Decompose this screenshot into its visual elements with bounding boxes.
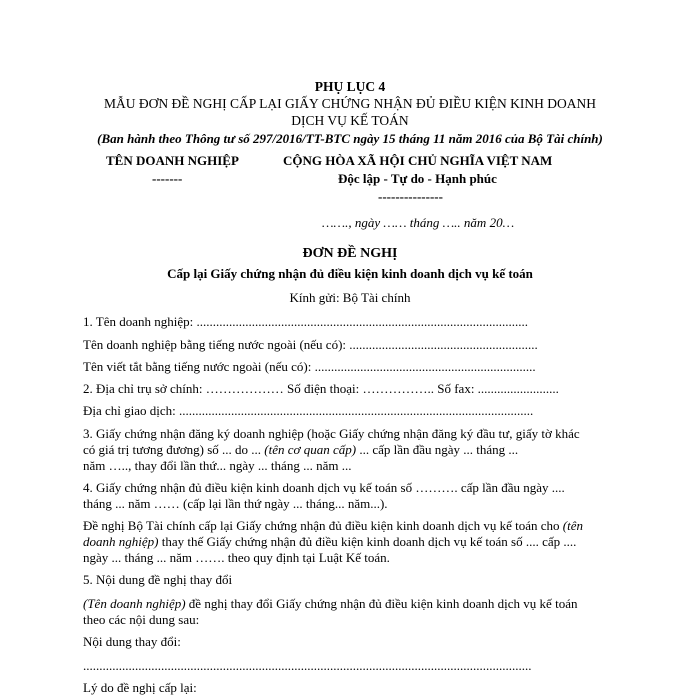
nation-title: CỘNG HÒA XÃ HỘI CHỦ NGHĨA VIỆT NAM [283, 153, 553, 168]
dotted-fill-line: .......................................................................................................................................... [83, 658, 532, 673]
recipient: Kính gửi: Bộ Tài chính [289, 290, 411, 305]
request-line-3: ngày ... tháng ... năm ……. theo quy định tại Luật Kế toán. [83, 550, 390, 565]
reason-label: Lý do đề nghị cấp lại: [83, 680, 197, 695]
item-4-line-1: 4. Giấy chứng nhận đủ điều kiện kinh doanh dịch vụ kế toán số ………. cấp lần đầu ngày .... [83, 480, 565, 495]
item-3-line-3: năm ….., thay đổi lần thứ... ngày ... tháng ... năm ... [83, 458, 352, 473]
document-title: ĐƠN ĐỀ NGHỊ [302, 246, 398, 261]
form-title-line-2: DỊCH VỤ KẾ TOÁN [291, 113, 409, 128]
form-title-line-1: MẪU ĐƠN ĐỀ NGHỊ CẤP LẠI GIẤY CHỨNG NHẬN ĐỦ ĐIỀU KIỆN KINH DOANH [103, 96, 597, 111]
item-1-company-name: 1. Tên doanh nghiệp: ...................................................................................................... [83, 314, 528, 329]
item-3-line-1: 3. Giấy chứng nhận đăng ký doanh nghiệp (hoặc Giấy chứng nhận đăng ký đầu tư, giấy tờ khác [83, 426, 580, 441]
company-name-placeholder-2: (Tên doanh nghiệp) [83, 596, 186, 611]
item-5-line-1: (Tên doanh nghiệp) đề nghị thay đổi Giấy chứng nhận đủ điều kiện kinh doanh dịch vụ kế toán [83, 596, 578, 611]
item-4-line-2: tháng ... năm …… (cấp lại lần thứ ngày ... tháng... năm...). [83, 496, 388, 511]
company-name-label: TÊN DOANH NGHIỆP [106, 153, 239, 168]
foreign-company-name: Tên doanh nghiệp bằng tiếng nước ngoài (nếu có): .......................................................... [83, 337, 538, 352]
item-5-line-2: theo các nội dung sau: [83, 612, 200, 627]
item-3-line-2: có giá trị tương đương) số ... do ... (tên cơ quan cấp) ... cấp lần đầu ngày ... tháng ... [83, 442, 519, 457]
request-line-1: Đề nghị Bộ Tài chính cấp lại Giấy chứng nhận đủ điều kiện kinh doanh dịch vụ kế toán cho (tên [83, 518, 583, 533]
national-motto: Độc lập - Tự do - Hạnh phúc [338, 171, 497, 186]
appendix-label: PHỤ LỤC 4 [314, 79, 386, 94]
item-5-heading: 5. Nội dung đề nghị thay đổi [83, 572, 233, 587]
date-line: ……., ngày …… tháng ….. năm 20… [322, 215, 515, 230]
transaction-address: Địa chỉ giao dịch: ............................................................................................................. [83, 403, 534, 418]
company-dashes: ------- [152, 171, 183, 186]
abbreviated-name: Tên viết tắt bằng tiếng nước ngoài (nếu có): .................................................................... [83, 359, 536, 374]
issuing-authority-placeholder: (tên cơ quan cấp) [264, 442, 357, 457]
issued-by-note: (Ban hành theo Thông tư số 297/2016/TT-BTC ngày 15 tháng 11 năm 2016 của Bộ Tài chính) [97, 131, 603, 146]
item-2-address: 2. Địa chỉ trụ sở chính: ……………… Số điện thoại: …………….. Số fax: ......................... [83, 381, 559, 396]
company-name-placeholder: doanh nghiệp) [83, 534, 159, 549]
motto-dashes: --------------- [378, 189, 443, 204]
document-subtitle: Cấp lại Giấy chứng nhận đủ điều kiện kinh doanh dịch vụ kế toán [167, 266, 533, 281]
change-content-label: Nội dung thay đổi: [83, 634, 181, 649]
request-line-2: doanh nghiệp) thay thế Giấy chứng nhận đủ điều kiện kinh doanh dịch vụ kế toán số .... cấp .... [83, 534, 577, 549]
